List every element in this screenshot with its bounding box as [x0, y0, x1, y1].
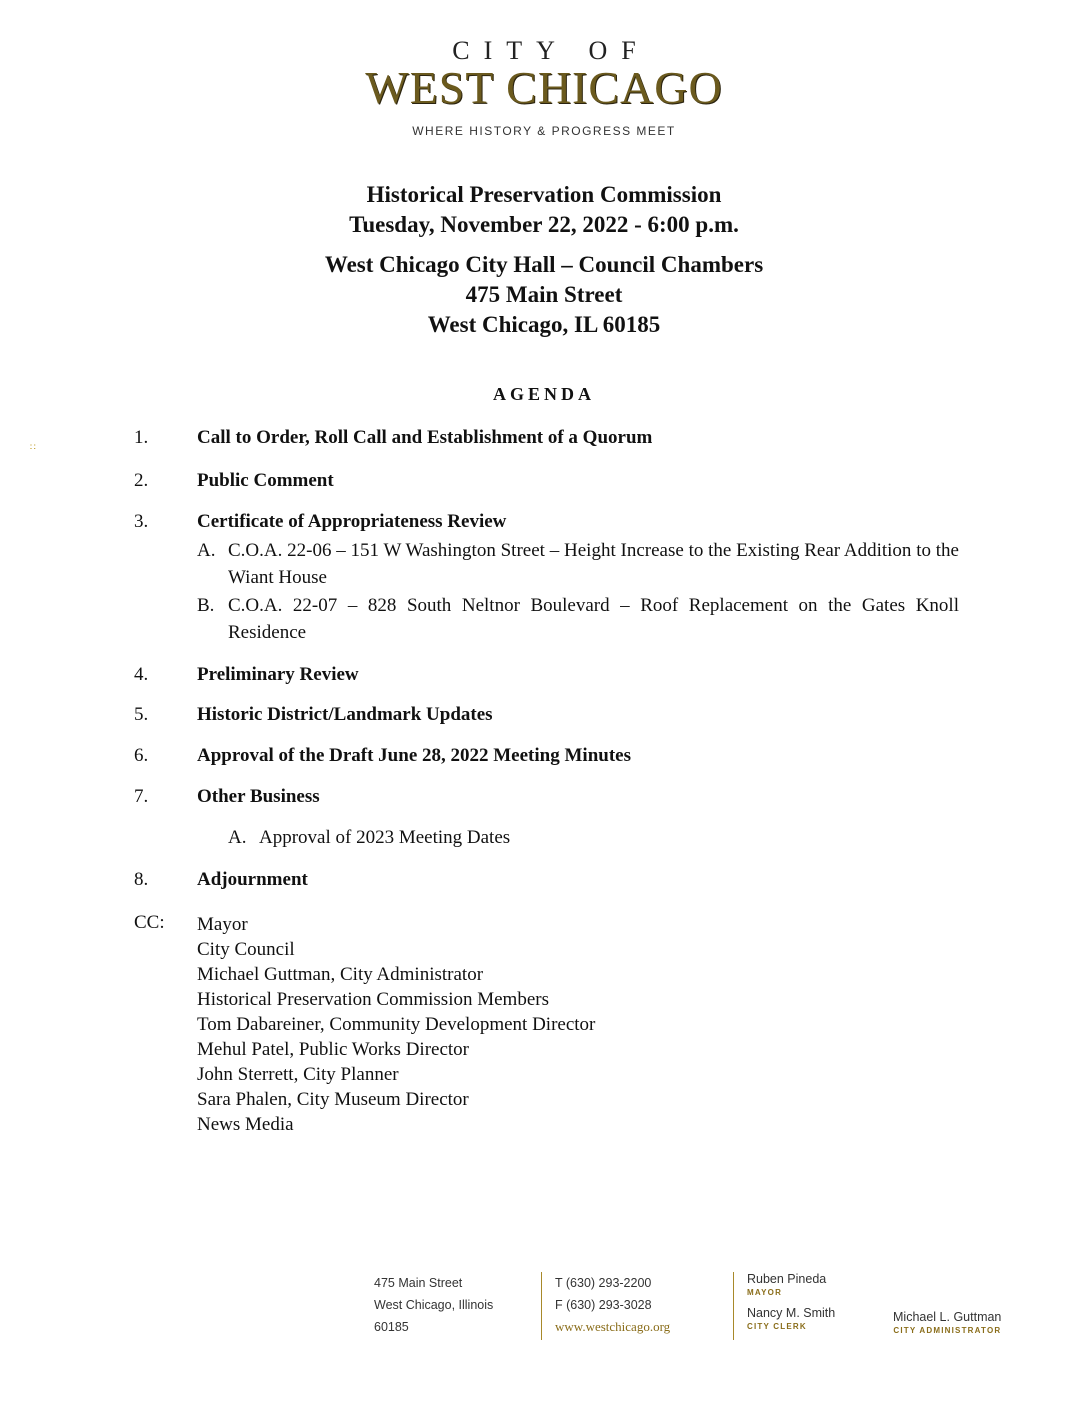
item-title: Certificate of Appropriateness Review	[197, 511, 507, 532]
item-title: Adjournment	[197, 869, 308, 890]
footer-officials	[747, 1272, 835, 1340]
sub-item-text: C.O.A. 22-06 – 151 W Washington Street – Height Increase to the Existing Rear Addition to the Wiant House	[228, 540, 959, 588]
item-number: 4.	[134, 664, 149, 685]
admin-name: Michael L. Guttman	[893, 1310, 1002, 1324]
cc-recipient: Historical Preservation Commission Members	[197, 989, 549, 1010]
meeting-datetime: Tuesday, November 22, 2022 - 6:00 p.m.	[349, 212, 739, 237]
sub-item-text: Approval of 2023 Meeting Dates	[259, 827, 511, 848]
footer-website-link[interactable]: www.westchicago.org	[555, 1319, 671, 1334]
street: 475 Main Street	[465, 282, 623, 307]
footer-phone: T (630) 293-2200	[555, 1276, 652, 1290]
cc-recipient: News Media	[197, 1114, 294, 1135]
logo-line-west-chicago: WEST CHICAGO	[365, 62, 723, 113]
item-title: Public Comment	[197, 470, 334, 491]
sub-item-text: C.O.A. 22-07 – 828 South Neltnor Boulevard – Roof Replacement on the Gates Knoll Residence	[228, 595, 959, 643]
cc-recipient: Mayor	[197, 914, 248, 935]
sub-item-7a	[228, 824, 928, 851]
footer-address-line: 60185	[374, 1320, 409, 1334]
item-number: 1.	[134, 427, 149, 448]
item-number: 8.	[134, 869, 149, 890]
cc-recipient: City Council	[197, 939, 295, 960]
item-number: 7.	[134, 786, 149, 807]
commission-name: Historical Preservation Commission	[366, 182, 722, 207]
footer-address-line: West Chicago, Illinois	[374, 1298, 494, 1312]
item-title: Historic District/Landmark Updates	[197, 704, 493, 725]
admin-role: CITY ADMINISTRATOR	[893, 1326, 1002, 1335]
cc-label: CC:	[134, 912, 165, 933]
cc-recipient: Mehul Patel, Public Works Director	[197, 1039, 469, 1060]
cc-recipient: Tom Dabareiner, Community Development Director	[197, 1014, 596, 1035]
item-number: 2.	[134, 470, 149, 491]
meeting-location	[0, 250, 1088, 340]
cc-recipient: Michael Guttman, City Administrator	[197, 964, 484, 985]
cc-recipient: Sara Phalen, City Museum Director	[197, 1089, 469, 1110]
clerk-name: Nancy M. Smith	[747, 1306, 836, 1320]
item-title: Call to Order, Roll Call and Establishment of a Quorum	[197, 427, 653, 448]
item-title: Other Business	[197, 786, 320, 807]
footer-fax: F (630) 293-3028	[555, 1298, 652, 1312]
margin-mark-icon: ∷	[30, 442, 36, 452]
item-number: 6.	[134, 745, 149, 766]
mayor-name: Ruben Pineda	[747, 1272, 827, 1286]
sub-item-letter: A.	[197, 540, 216, 561]
sub-item-letter: B.	[197, 595, 215, 616]
sub-item-3b	[197, 592, 959, 646]
cc-recipient: John Sterrett, City Planner	[197, 1064, 399, 1085]
item-number: 3.	[134, 511, 149, 532]
footer-contact	[555, 1272, 670, 1338]
city-logo	[0, 38, 1088, 112]
footer-address	[374, 1272, 493, 1338]
mayor-role: MAYOR	[747, 1288, 783, 1297]
item-title: Preliminary Review	[197, 664, 359, 685]
item-number: 5.	[134, 704, 149, 725]
footer-divider	[733, 1272, 734, 1340]
footer-divider	[541, 1272, 542, 1340]
footer-administrator	[893, 1310, 1001, 1338]
footer-address-line: 475 Main Street	[374, 1276, 463, 1290]
cc-recipient-list	[197, 912, 595, 1137]
item-title: Approval of the Draft June 28, 2022 Meeting Minutes	[197, 745, 631, 766]
venue: West Chicago City Hall – Council Chambers	[324, 252, 764, 277]
clerk-role: CITY CLERK	[747, 1322, 807, 1331]
sub-item-letter: A.	[228, 827, 247, 848]
city-state-zip: West Chicago, IL 60185	[427, 312, 661, 337]
tagline: WHERE HISTORY & PROGRESS MEET	[412, 124, 676, 138]
sub-item-3a	[197, 537, 959, 591]
agenda-title: AGENDA	[492, 384, 595, 404]
meeting-header	[0, 180, 1088, 240]
logo-line-city-of: CITY OF	[452, 36, 650, 65]
